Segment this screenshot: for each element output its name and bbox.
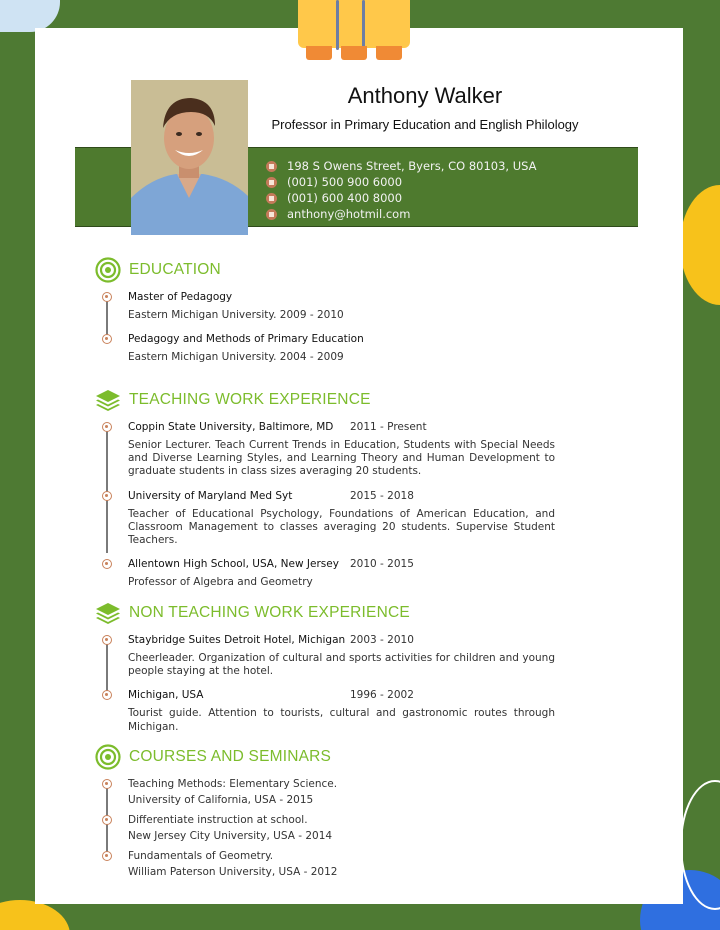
bullet-dot [102,851,112,861]
section-title: COURSES AND SEMINARS [129,748,332,765]
address-text: 198 S Owens Street, Byers, CO 80103, USA [287,159,537,173]
phone-icon [266,177,277,188]
section-title: EDUCATION [129,261,221,278]
job-description: Professor of Algebra and Geometry [128,576,313,589]
education-section [95,257,364,364]
non-teaching-experience-section [95,600,555,734]
bullet-dot [102,779,112,789]
job-dates: 2010 - 2015 [350,558,414,571]
teaching-experience-section [95,387,555,589]
course-item [105,848,337,880]
job-dates: 2015 - 2018 [350,489,414,502]
job-dates: 2011 - Present [350,421,427,433]
course-name: Teaching Methods: Elementary Science. [128,778,338,790]
degree-title: Pedagogy and Methods of Primary Education [128,333,364,345]
mobile-text: (001) 600 400 8000 [287,191,403,205]
job-description: Tourist guide. Attention to tourists, cultural and gastronomic routes through Michigan. [128,707,555,733]
job-dates: 2003 - 2010 [350,634,414,646]
job-description: Teacher of Educational Psychology, Foundations of American Education, and Classroom Management to classes averaging 20 students. Supervise Student Teachers. [128,507,555,547]
job-item [105,488,555,548]
job-description: Cheerleader. Organization of cultural and sports activities for children and young people staying at the hotel. [128,652,555,678]
job-place: University of Maryland Med Syt [128,489,293,502]
profile-photo [131,80,248,235]
location-icon [266,161,277,172]
mobile-icon [266,193,277,204]
degree-title: Master of Pedagogy [128,291,233,303]
job-item [105,687,555,733]
layers-icon [95,600,121,626]
phone-text: (001) 500 900 6000 [287,175,403,189]
email-link[interactable]: anthony@hotmil.com [287,207,411,221]
job-place: Michigan, USA [128,689,204,702]
course-name: Differentiate instruction at school. [128,814,308,826]
bullet-dot [102,815,112,825]
course-name: Fundamentals of Geometry. [128,850,274,862]
target-icon [95,744,121,770]
degree-detail: Eastern Michigan University. 2004 - 2009 [128,351,344,363]
contact-mobile [266,190,537,206]
job-item [105,419,555,479]
contact-email[interactable] [266,206,537,222]
candidate-title: Professor in Primary Education and English Philology [271,117,579,132]
decorative-shape [680,185,720,305]
clipboard-clip [298,0,410,62]
contact-list [266,158,537,222]
candidate-name: Anthony Walker [347,83,503,108]
job-item [105,632,555,678]
job-place: Allentown High School, USA, New Jersey [128,558,339,571]
bullet-dot [102,422,112,432]
bullet-dot [102,491,112,501]
bullet-dot [102,690,112,700]
section-title: TEACHING WORK EXPERIENCE [129,391,371,408]
courses-section [95,744,337,880]
decorative-shape [0,900,70,930]
job-description: Senior Lecturer. Teach Current Trends in Education, Students with Special Needs and Diverse Learning Styles, and Learning Theory and Human Development to graduate students in class sizes averaging 20 students. [128,439,555,478]
job-item [105,556,555,589]
course-detail: New Jersey City University, USA - 2014 [128,830,333,842]
bullet-dot [102,334,112,344]
education-item [105,289,364,322]
contact-phone [266,174,537,190]
course-detail: University of California, USA - 2015 [128,794,314,806]
bullet-dot [102,559,112,569]
degree-detail: Eastern Michigan University. 2009 - 2010 [128,309,344,321]
bullet-dot [102,635,112,645]
job-place: Coppin State University, Baltimore, MD [128,421,334,433]
email-icon [266,209,277,220]
job-dates: 1996 - 2002 [350,689,414,702]
bullet-dot [102,292,112,302]
resume-page [35,28,683,904]
contact-address [266,158,537,174]
course-detail: William Paterson University, USA - 2012 [128,866,338,878]
education-item [105,331,364,364]
job-place: Staybridge Suites Detroit Hotel, Michigan [128,634,346,646]
layers-icon [95,387,121,413]
section-title: NON TEACHING WORK EXPERIENCE [129,604,410,621]
target-icon [95,257,121,283]
course-item [105,812,337,844]
course-item [105,776,337,808]
